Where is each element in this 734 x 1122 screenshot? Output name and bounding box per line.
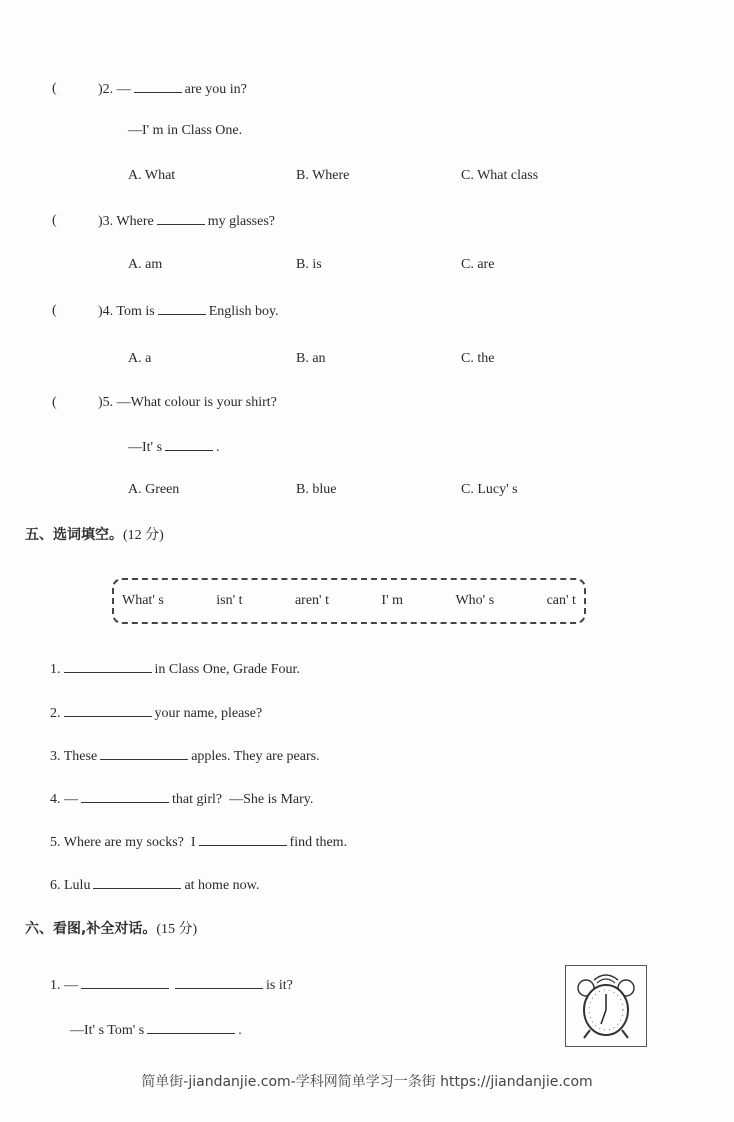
blank[interactable] xyxy=(158,302,206,315)
item-text: 2. xyxy=(50,706,61,721)
item-text: 1. xyxy=(50,662,61,677)
option-b: B. an xyxy=(296,351,326,366)
option-b: B. Where xyxy=(296,168,350,183)
section-title: 六、看图,补全对话。 xyxy=(25,921,157,937)
question-5: )5. —What colour is your shirt? xyxy=(98,395,277,410)
reply xyxy=(128,438,220,457)
option-c: C. Lucy' s xyxy=(461,482,518,497)
item-text: . xyxy=(238,1023,242,1038)
fill-item xyxy=(50,876,259,895)
dialog-answer xyxy=(70,1021,242,1040)
item-text: 5. Where are my socks? I xyxy=(50,835,196,850)
item-text: is it? xyxy=(266,978,293,993)
blank[interactable] xyxy=(93,876,181,889)
item-text: apples. They are pears. xyxy=(191,749,320,764)
option-c: C. are xyxy=(461,257,495,272)
blank[interactable] xyxy=(165,438,213,451)
item-text: —It' s Tom' s xyxy=(70,1023,145,1038)
fill-item xyxy=(50,660,300,679)
reply-text: . xyxy=(216,440,220,455)
item-text: 1. — xyxy=(50,978,78,993)
fill-item xyxy=(50,747,320,766)
item-text: 3. These xyxy=(50,749,98,764)
blank[interactable] xyxy=(100,747,188,760)
item-text: find them. xyxy=(289,835,348,850)
option-c: C. the xyxy=(461,351,495,366)
item-text: your name, please? xyxy=(154,706,263,721)
option-b: B. blue xyxy=(296,482,337,497)
question-2 xyxy=(98,80,247,99)
question-number: )2. — xyxy=(98,82,131,97)
item-text: that girl? —She is Mary. xyxy=(172,792,314,807)
reply: —I' m in Class One. xyxy=(128,123,243,138)
answer-paren: ( xyxy=(52,395,57,410)
section-points: (12 分) xyxy=(123,528,164,543)
question-text: are you in? xyxy=(184,82,247,97)
question-number: )3. Where xyxy=(98,214,154,229)
answer-paren: ( xyxy=(52,213,57,228)
fill-item xyxy=(50,833,347,852)
alarm-clock-picture xyxy=(565,965,647,1047)
word-bank xyxy=(112,578,586,624)
word: aren' t xyxy=(294,593,329,608)
word: I' m xyxy=(381,593,403,608)
question-3 xyxy=(98,212,275,231)
question-4 xyxy=(98,302,279,321)
option-a: A. a xyxy=(128,351,152,366)
word: can' t xyxy=(546,593,576,608)
answer-paren: ( xyxy=(52,81,57,96)
word: isn' t xyxy=(216,593,243,608)
blank[interactable] xyxy=(134,80,182,93)
answer-paren: ( xyxy=(52,303,57,318)
blank[interactable] xyxy=(64,704,152,717)
section-title: 五、选词填空。 xyxy=(25,527,123,543)
item-text: at home now. xyxy=(184,878,260,893)
option-a: A. am xyxy=(128,257,163,272)
question-text: English boy. xyxy=(208,304,279,319)
footer-watermark: 简单街-jiandanjie.com-学科网简单学习一条街 https://jiandanjie.com xyxy=(141,1074,593,1090)
blank[interactable] xyxy=(81,976,169,989)
word: Who' s xyxy=(455,593,495,608)
word: What' s xyxy=(122,593,164,608)
question-text: my glasses? xyxy=(207,214,275,229)
blank[interactable] xyxy=(64,660,152,673)
option-a: A. What xyxy=(128,168,176,183)
blank[interactable] xyxy=(199,833,287,846)
item-text: 6. Lulu xyxy=(50,878,91,893)
question-number: )4. Tom is xyxy=(98,304,155,319)
option-b: B. is xyxy=(296,257,322,272)
blank[interactable] xyxy=(175,976,263,989)
fill-item xyxy=(50,704,262,723)
section-5-heading xyxy=(25,526,164,545)
blank[interactable] xyxy=(147,1021,235,1034)
section-6-heading xyxy=(25,920,197,939)
blank[interactable] xyxy=(81,790,169,803)
dialog-question xyxy=(50,976,293,995)
option-a: A. Green xyxy=(128,482,180,497)
section-points: (15 分) xyxy=(156,922,198,937)
reply-text: —It' s xyxy=(128,440,163,455)
blank[interactable] xyxy=(157,212,205,225)
item-text: in Class One, Grade Four. xyxy=(154,662,300,677)
alarm-clock-icon xyxy=(566,966,646,1046)
option-c: C. What class xyxy=(461,168,539,183)
item-text: 4. — xyxy=(50,792,78,807)
fill-item xyxy=(50,790,313,809)
